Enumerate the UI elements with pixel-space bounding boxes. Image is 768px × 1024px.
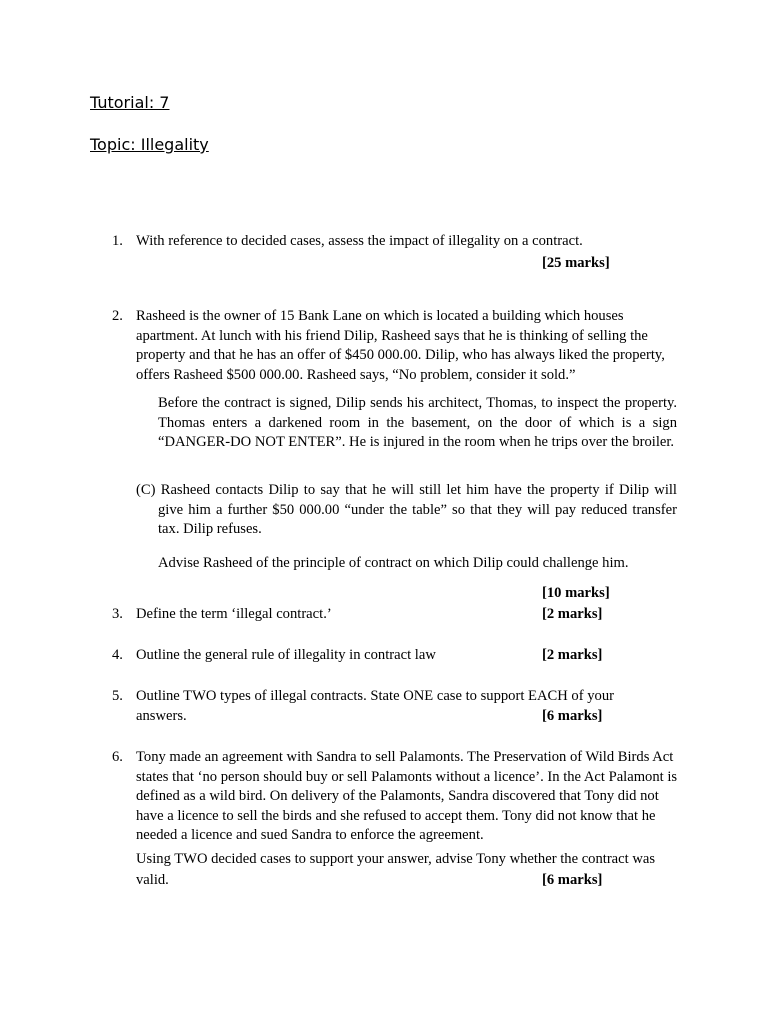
question-6-line-b: valid.: [136, 872, 169, 888]
question-3-text: Define the term ‘illegal contract.’: [136, 606, 332, 622]
question-1-text: With reference to decided cases, assess the impact of illegality on a contract.: [136, 233, 583, 249]
question-5-marks: [6 marks]: [542, 708, 603, 724]
question-2-text: Rasheed is the owner of 15 Bank Lane on which is located a building which houses apartment. At lunch with his friend Dilip, Rasheed says that he is thinking of selling the property and that he has an offer of $450 000.00. Dilip, who has always liked the property, offers Rasheed $500 000.00. Rasheed says, “No problem, consider it sold.”: [136, 308, 665, 383]
question-3-marks: [2 marks]: [542, 606, 603, 622]
question-4-marks: [2 marks]: [542, 647, 603, 663]
topic-heading: Topic: Illegality: [90, 135, 209, 154]
question-2-paragraph-b: Before the contract is signed, Dilip sends his architect, Thomas, to inspect the property. Thomas enters a darkened room in the basement, on the door of which is a sign “DANGER-DO NOT ENTER”. He is injured in the room when he trips over the broiler.: [158, 395, 677, 450]
question-2-number: 2.: [112, 308, 123, 324]
question-3-number: 3.: [112, 606, 123, 622]
question-5-number: 5.: [112, 688, 123, 704]
question-2-advise: Advise Rasheed of the principle of contract on which Dilip could challenge him.: [158, 555, 629, 571]
question-6-number: 6.: [112, 749, 123, 765]
question-2-paragraph-c: (C) Rasheed contacts Dilip to say that he will still let him have the property if Dilip will give him a further $50 000.00 “under the table” so that they will pay reduced transfer tax. Dilip refuses.: [136, 482, 677, 537]
tutorial-heading: Tutorial: 7: [90, 93, 170, 112]
question-1-marks: [25 marks]: [542, 255, 610, 271]
question-2-marks: [10 marks]: [542, 585, 610, 601]
question-4-number: 4.: [112, 647, 123, 663]
question-6-line-a: Using TWO decided cases to support your answer, advise Tony whether the contract was: [136, 851, 656, 867]
question-6-marks: [6 marks]: [542, 872, 603, 888]
question-4-text: Outline the general rule of illegality in contract law: [136, 647, 436, 663]
question-5-line-2: answers.: [136, 708, 187, 724]
question-1-number: 1.: [112, 233, 123, 249]
question-5-line-1: Outline TWO types of illegal contracts. State ONE case to support EACH of your: [136, 688, 614, 704]
question-6-text: Tony made an agreement with Sandra to sell Palamonts. The Preservation of Wild Birds Act states that ‘no person should buy or sell Palamonts without a licence’. In the Act Palamont is defined as a wild bird. On delivery of the Palamonts, Sandra discovered that Tony did not have a licence to sell the birds and she refused to accept them. Tony did not know that he needed a licence and sued Sandra to enforce the agreement.: [136, 749, 678, 843]
